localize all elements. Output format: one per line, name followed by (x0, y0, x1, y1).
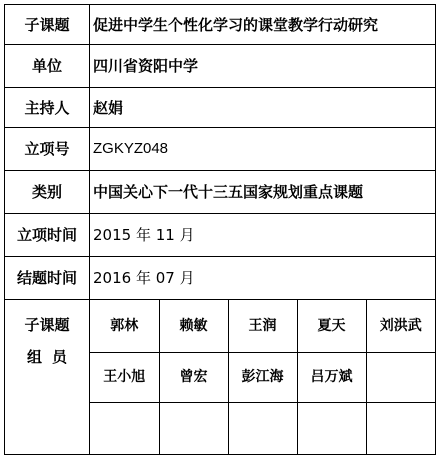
row-subtopic (5, 5, 436, 45)
member-cell: 王小旭 (90, 352, 159, 402)
value-subtopic: 促进中学生个性化学习的课堂教学行动研究 (90, 5, 436, 45)
value-category: 中国关心下一代十三五国家规划重点课题 (90, 171, 436, 214)
row-end-date (5, 257, 436, 300)
label-members (5, 300, 90, 455)
row-project-number (5, 128, 436, 171)
members-row-3 (90, 402, 435, 454)
member-cell (159, 402, 228, 454)
member-cell: 吕万斌 (297, 352, 366, 402)
row-members (5, 300, 436, 455)
row-start-date (5, 214, 436, 257)
members-label-line2: 组员 (26, 348, 77, 366)
members-grid (90, 300, 435, 454)
member-cell: 曾宏 (159, 352, 228, 402)
value-project-number: ZGKYZ048 (90, 128, 436, 171)
member-cell: 王润 (228, 300, 297, 352)
value-end-date: 2016 年 07 月 (90, 257, 436, 300)
member-cell: 郭林 (90, 300, 159, 352)
member-cell: 赖敏 (159, 300, 228, 352)
label-end-date: 结题时间 (5, 257, 90, 300)
project-info-table (4, 4, 436, 455)
value-host: 赵娟 (90, 88, 436, 128)
members-label-line1: 子课题 (24, 316, 70, 334)
label-project-number: 立项号 (5, 128, 90, 171)
row-unit (5, 45, 436, 88)
member-cell: 刘洪武 (366, 300, 435, 352)
label-start-date: 立项时间 (5, 214, 90, 257)
members-row-1 (90, 300, 435, 352)
members-grid-cell (90, 300, 436, 455)
row-category (5, 171, 436, 214)
member-cell: 彭江海 (228, 352, 297, 402)
value-unit: 四川省资阳中学 (90, 45, 436, 88)
members-row-2 (90, 352, 435, 402)
row-host (5, 88, 436, 128)
label-host: 主持人 (5, 88, 90, 128)
value-start-date: 2015 年 11 月 (90, 214, 436, 257)
label-unit: 单位 (5, 45, 90, 88)
label-category: 类别 (5, 171, 90, 214)
member-cell (297, 402, 366, 454)
member-cell (90, 402, 159, 454)
member-cell (228, 402, 297, 454)
member-cell (366, 352, 435, 402)
member-cell (366, 402, 435, 454)
member-cell: 夏天 (297, 300, 366, 352)
label-subtopic: 子课题 (5, 5, 90, 45)
